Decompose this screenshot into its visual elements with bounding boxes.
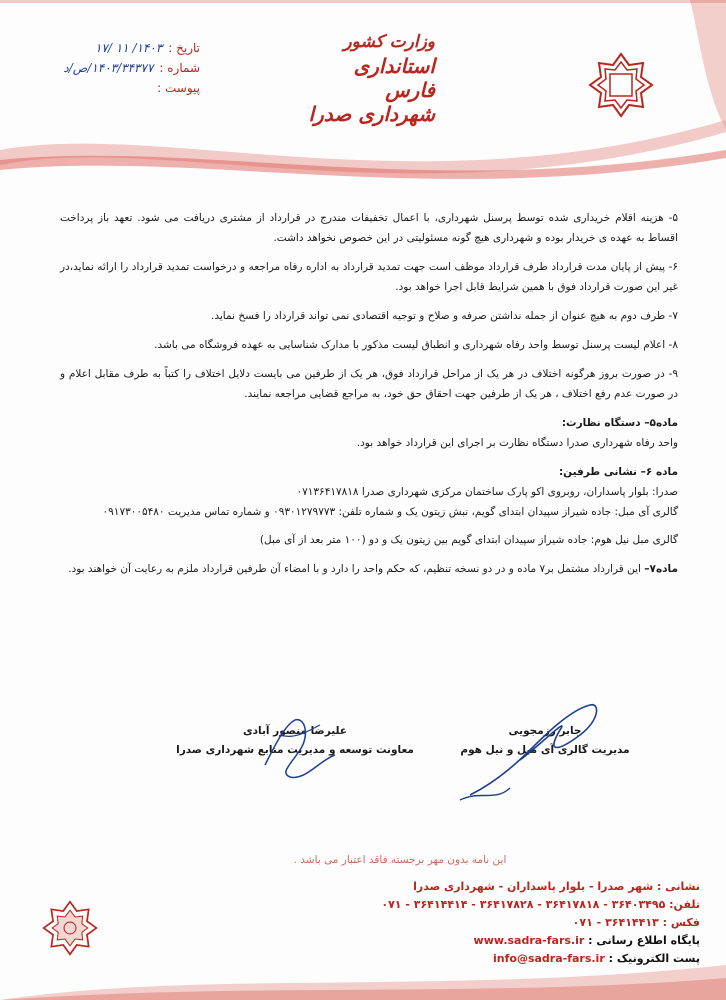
email-label: پست الکترونیک : bbox=[608, 952, 700, 965]
clause-8: ۸- اعلام لیست پرسنل توسط واحد رفاه شهرداری و انطباق لیست مذکور با مدارک شناسایی به عهده فروشگاه می باشد. bbox=[154, 339, 678, 351]
article-6 bbox=[60, 462, 678, 550]
address-nil-home: گالری مبل نیل هوم: جاده شیراز سپیدان ابتدای گویم بین زیتون یک و دو (۱۰۰ متر بعد از آی مبل) bbox=[259, 534, 678, 546]
article-5 bbox=[60, 413, 678, 453]
sadra-municipality-logo-icon bbox=[588, 52, 654, 118]
address-sadra: صدرا: بلوار پاسداران، روبروی اکو پارک ساختمان مرکزی شهرداری صدرا ۰۷۱۳۶۴۱۷۸۱۸ bbox=[296, 486, 678, 498]
footer-website-row bbox=[300, 932, 700, 950]
footer-phone: تلفن: ۳۶۴۰۳۴۹۵ - ۳۶۴۱۷۸۱۸ - ۳۶۴۱۷۸۲۸ - ۳۶۴۱۴۴۱۴ - ۰۷۱ bbox=[381, 898, 700, 911]
signature-gallery bbox=[435, 722, 655, 760]
letter-body bbox=[60, 208, 678, 579]
signature-municipality bbox=[170, 722, 420, 760]
website-link[interactable]: www.sadra-fars.ir bbox=[473, 934, 585, 947]
signatory-left-name: علیرضا منصور آبادی bbox=[243, 725, 347, 737]
number-row bbox=[60, 58, 200, 78]
date-value: ۱۴۰۳/ ۱۱ /۱۷ bbox=[94, 41, 163, 55]
attachment-row bbox=[60, 78, 200, 98]
clause-7: ۷- طرف دوم به هیچ عنوان از جمله نداشتن صرفه و صلاح و توجیه اقتصادی نمی تواند قرارداد را فسخ نماید. bbox=[211, 310, 678, 322]
article-5-title: ماده۵– دستگاه نظارت: bbox=[561, 417, 678, 429]
signatory-right-name: جابر رزمجویی bbox=[508, 725, 582, 737]
date-row bbox=[60, 38, 200, 58]
letterhead-title bbox=[305, 30, 435, 126]
footer-address: نشانی : شهر صدرا - بلوار پاسداران - شهرداری صدرا bbox=[413, 880, 700, 893]
signatory-right-title: مدیریت گالری آی مبل و نیل هوم bbox=[460, 744, 630, 756]
footer-logo-icon bbox=[42, 900, 98, 956]
article-6-title: ماده ۶– نشانی طرفین: bbox=[558, 466, 678, 478]
municipality-name: شهرداری صدرا bbox=[308, 102, 435, 126]
email-link[interactable]: info@sadra-fars.ir bbox=[493, 952, 605, 965]
footer-contact bbox=[300, 878, 700, 968]
date-label: تاریخ : bbox=[168, 41, 200, 55]
attachment-label: پیوست : bbox=[157, 81, 200, 95]
article-5-text: واحد رفاه شهرداری صدرا دستگاه نظارت بر اجرای این قرارداد خواهد بود. bbox=[356, 437, 678, 449]
article-7-text: این قرارداد مشتمل بر۷ ماده و در دو نسخه تنظیم، که حکم واحد را دارد و با امضاء آن طرفین قرارداد ملزم به رعایت آن خواهند بود. bbox=[68, 563, 641, 575]
province-name: استانداری فارس bbox=[353, 54, 435, 102]
number-value: ۱۴۰۳/۳۴۳۷۷/ص/د bbox=[63, 61, 154, 75]
address-gallery-imobl: گالری آی مبل: جاده شیراز سپیدان ابتدای گویم، نبش زیتون یک و شماره تلفن: ۰۹۳۰۱۲۷۹۷۷۳ و شماره تماس مدیریت ۰۹۱۷۳۰۰۵۴۸۰ bbox=[102, 506, 678, 518]
footer-fax: فکس : ۳۶۴۱۴۴۱۳ - ۰۷۱ bbox=[572, 916, 700, 929]
website-label: پایگاه اطلاع رسانی : bbox=[588, 934, 700, 947]
article-7 bbox=[60, 559, 678, 579]
clause-5: ۵- هزینه اقلام خریداری شده توسط پرسنل شهرداری، با اعمال تخفیفات مندرج در قرارداد از مشتری دریافت می شود. تعهد باز پرداخت اقساط به عهده ی خریدار بوده و شهرداری هیچ گونه مسئولیتی در این خصوص نخواهد داشت. bbox=[60, 212, 678, 244]
stamp-validity-note: این نامه بدون مهر برجسته فاقد اعتبار می باشد . bbox=[293, 854, 507, 866]
clause-6: ۶- پیش از پایان مدت قرارداد طرف قرارداد موظف است جهت تمدید قرارداد به اداره رفاه مراجعه و درخواست تمدید قرارداد را ارائه نماید،در غیر این صورت قرارداد فوق با همین شرایط قابل اجرا خواهد بود. bbox=[60, 261, 678, 293]
letter-meta bbox=[60, 38, 200, 98]
clause-9: ۹- در صورت بروز هرگونه اختلاف در هر یک از مراحل قرارداد فوق، هر یک از طرفین می بایست دلایل اختلاف را کتباً به طرف مقابل اعلام و در صورت عدم رفع اختلاف ، هر یک از طرفین جهت احقاق حق خود، به مراجع قضایی مراجعه نمایند. bbox=[60, 368, 678, 400]
article-7-title: ماده۷– bbox=[644, 563, 678, 575]
footer-email-row bbox=[300, 950, 700, 968]
ministry-name: وزارت کشور bbox=[343, 32, 435, 52]
number-label: شماره : bbox=[159, 61, 200, 75]
signatory-left-title: معاونت توسعه و مدیریت منابع شهرداری صدرا bbox=[176, 744, 414, 756]
